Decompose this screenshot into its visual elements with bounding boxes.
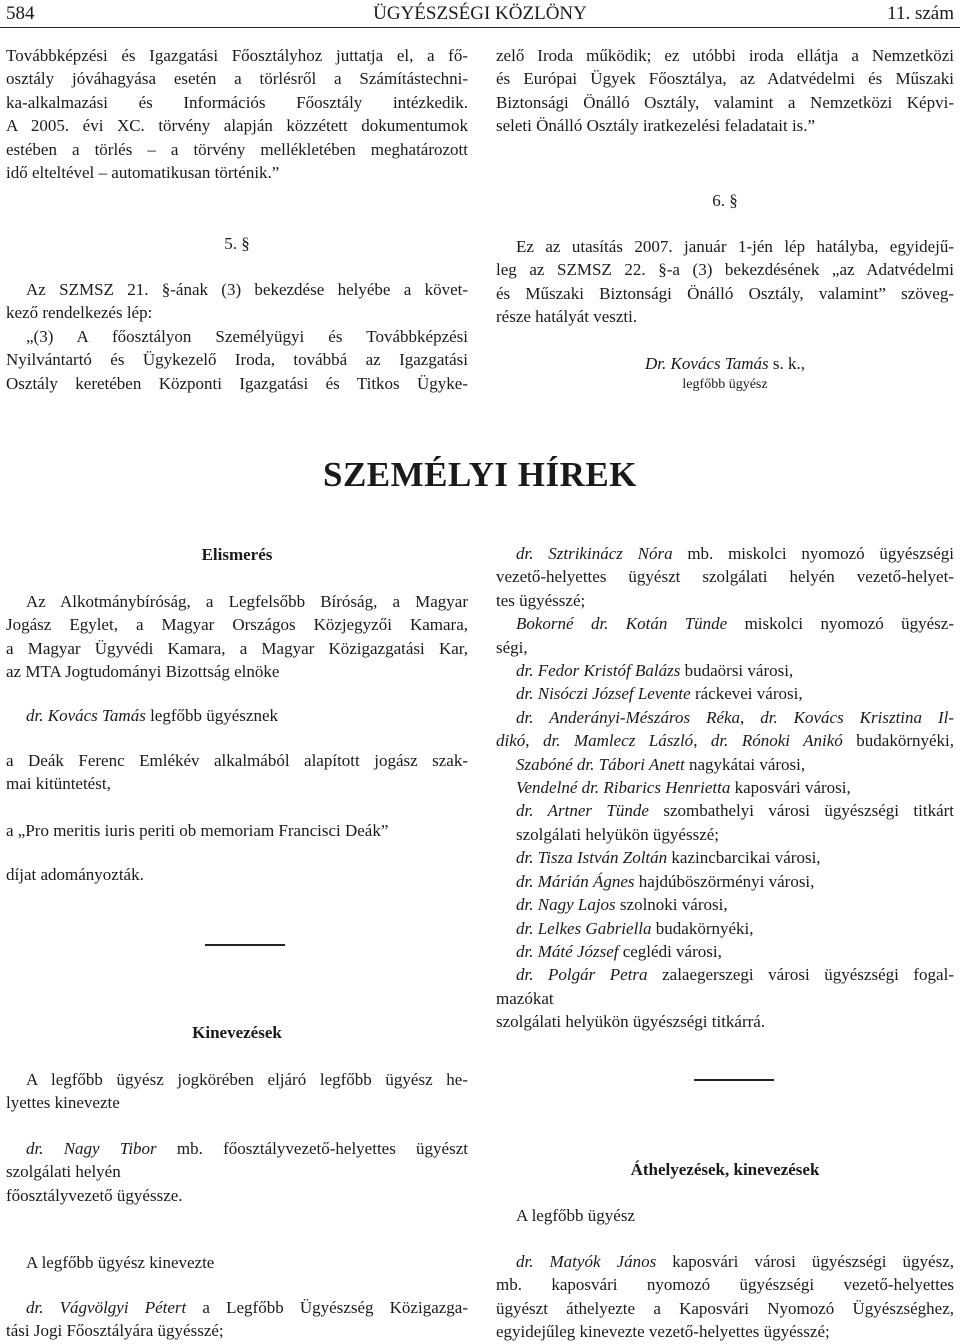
person-name: dr. Kovács Krisztina Il- xyxy=(760,707,954,727)
text-span: , xyxy=(740,707,761,727)
section-5-number: 5. § xyxy=(224,234,250,253)
person-name: dr. Máté József xyxy=(516,941,619,961)
text-line: A legfőbb ügyész jogkörében eljáró legfőbb ügyész he- xyxy=(26,1070,468,1089)
text-span: kaposvári városi ügyészségi ügyész, xyxy=(656,1252,954,1271)
list-item xyxy=(496,963,954,986)
list-item xyxy=(496,542,954,565)
elismeres-intro xyxy=(6,590,468,684)
text-span: kazincbarcikai városi, xyxy=(667,848,821,868)
text-span: budakörnyéki, xyxy=(842,731,954,751)
list-item xyxy=(496,776,954,799)
text-span: , xyxy=(525,731,543,751)
journal-title: ÜGYÉSZSÉGI KÖZLÖNY xyxy=(373,3,587,24)
text-span: ráckevei városi, xyxy=(690,684,803,704)
page-number: 584 xyxy=(6,3,35,24)
text-line: idő elteltével – automatikusan történik.” xyxy=(6,163,280,183)
person-name: dikó xyxy=(496,731,526,751)
person-name: dr. Rónoki Anikó xyxy=(710,731,843,751)
page-header xyxy=(0,0,960,30)
person-name: dr. Vágvölgyi Pétert xyxy=(26,1298,187,1317)
text-span: budaörsi városi, xyxy=(680,661,794,681)
list-item xyxy=(496,753,954,776)
text-span: miskolci nyomozó ügyész- xyxy=(727,614,954,634)
text-span: ceglédi városi, xyxy=(618,941,722,961)
text-line: A legfőbb ügyész kinevezte xyxy=(26,1253,215,1272)
text-line: vezető-helyettes ügyészt szolgálati helyén vezető-helyet- xyxy=(496,567,954,587)
person-name: Bokorné dr. Kotán Tünde xyxy=(516,614,728,634)
person-name: dr. Sztrikinácz Nóra xyxy=(516,544,673,563)
section-divider xyxy=(205,944,285,946)
text-span: a Legfőbb Ügyészség Közigazga- xyxy=(186,1298,468,1317)
person-name: dr. Tisza István Zoltán xyxy=(516,848,668,868)
person-name: dr. Nagy Tibor xyxy=(26,1139,157,1158)
text-span: mb. miskolci nyomozó ügyészségi xyxy=(672,544,955,563)
text-line: és Műszaki Biztonsági Önálló Osztály, valamint” szöveg- xyxy=(496,283,954,303)
list-item xyxy=(496,706,954,729)
text-line: Az Alkotmánybíróság, a Legfelsőbb Bíróság, a Magyar xyxy=(26,592,468,611)
text-line: Osztály keretében Központi Igazgatási és Titkos Ügyke- xyxy=(6,373,468,393)
elismeres-heading: Elismerés xyxy=(201,545,273,564)
person-name: dr. Nagy Lajos xyxy=(516,895,616,915)
text-line: és Európai Ügyek Főosztálya, az Adatvédelmi és Műszaki xyxy=(496,69,954,89)
text-line: főosztályvezető ügyéssze. xyxy=(6,1185,183,1205)
text-line: ségi, xyxy=(496,637,528,657)
text-line: leg az SZMSZ 22. §-a (3) bekezdésének „az Adatvédelmi xyxy=(496,260,954,280)
text-span: szombathelyi városi ügyészségi titkárt xyxy=(648,801,954,821)
text-line: szolgálati helyükön ügyésszé; xyxy=(516,824,720,844)
athelyezesek-heading: Áthelyezések, kinevezések xyxy=(630,1160,820,1179)
top-left-column xyxy=(6,44,468,184)
text-line: ka-alkalmazási és Információs Főosztály intézkedik. xyxy=(6,92,468,112)
text-line: Az SZMSZ 21. §-ának (3) bekezdése helyébe a követ- xyxy=(26,280,468,299)
text-line: osztály jóváhagyása esetén a törlésről a Számítástechni- xyxy=(6,69,468,89)
text-span: budakörnyéki, xyxy=(651,918,754,938)
list-item xyxy=(496,612,954,635)
text-line: Továbbképzési és Igazgatási Főosztályhoz juttatja el, a fő- xyxy=(6,46,468,65)
list-item xyxy=(496,846,954,869)
section-6-number: 6. § xyxy=(712,191,738,210)
person-name: dr. Matyók János xyxy=(516,1252,657,1271)
text-line: seleti Önálló Osztály iratkezelési feladatait is.” xyxy=(496,116,816,136)
text-line: az MTA Jogtudományi Bizottság elnöke xyxy=(6,662,280,682)
text-line: tási Jogi Főosztályára ügyésszé; xyxy=(6,1321,224,1341)
section-divider xyxy=(694,1079,774,1081)
text-span: hajdúböszörményi városi, xyxy=(634,871,815,891)
athelyezesek-intro xyxy=(496,1204,954,1227)
text-line: Jogász Egylet, a Magyar Országos Közjegyzői Kamara, xyxy=(6,615,468,635)
person-name: dr. Lelkes Gabriella xyxy=(516,918,652,938)
text-line: mai kitüntetést, xyxy=(6,774,111,794)
list-item xyxy=(496,729,954,752)
text-line: tes ügyésszé; xyxy=(496,590,586,610)
text-line: szolgálati helyén xyxy=(6,1162,121,1182)
header-rule xyxy=(0,27,960,28)
text-span: , xyxy=(693,731,711,751)
kinevezesek-item-1 xyxy=(6,1137,468,1207)
person-name: dr. Mamlecz László xyxy=(543,731,694,751)
text-line: része hatályát veszti. xyxy=(496,307,638,327)
elismeres-award xyxy=(6,749,468,796)
text-line: A legfőbb ügyész xyxy=(516,1206,635,1225)
text-line: „(3) A főosztályon Személyügyi és Továbbképzési xyxy=(26,326,468,346)
text-line: zelő Iroda működik; ez utóbbi iroda ellátja a Nemzetközi xyxy=(496,46,954,65)
text-line: a Magyar Ügyvédi Kamara, a Magyar Közigazgatási Kar, xyxy=(6,638,468,658)
person-name: dr. Anderányi-Mészáros Réka xyxy=(516,707,741,727)
signature-block xyxy=(496,352,954,395)
text-line: A 2005. évi XC. törvény alapján közzétett dokumentumok xyxy=(6,116,468,136)
top-right-column xyxy=(496,44,954,138)
signature-title: legfőbb ügyész xyxy=(682,377,768,393)
text-line: kező rendelkezés lép: xyxy=(6,303,153,323)
text-line: mazókat xyxy=(496,988,554,1008)
list-item xyxy=(496,659,954,682)
list-item xyxy=(496,799,954,822)
person-name: dr. Artner Tünde xyxy=(516,801,649,821)
elismeres-closing: díjat adományozták. xyxy=(6,865,144,884)
text-line: Biztonsági Önálló Osztály, valamint a Nemzetközi Képvi- xyxy=(496,92,954,112)
list-item xyxy=(496,917,954,940)
signature-name: Dr. Kovács Tamás xyxy=(645,354,769,373)
list-item xyxy=(496,940,954,963)
elismeres-prize: a „Pro meritis iuris periti ob memoriam Francisci Deák” xyxy=(6,821,389,840)
text-span: kaposvári városi, xyxy=(730,778,851,798)
text-span: zalaegerszegi városi ügyészségi fogal- xyxy=(647,965,954,985)
elismeres-recipient xyxy=(6,704,468,727)
text-line: a Deák Ferenc Emlékév alkalmából alapított jogász szak- xyxy=(6,751,468,770)
text-span: szolnoki városi, xyxy=(615,895,728,915)
text-line: lyettes kinevezte xyxy=(6,1093,120,1113)
text-line: Nyilvántartó és Ügykezelő Iroda, továbbá az Igazgatási xyxy=(6,350,468,370)
text-line: Ez az utasítás 2007. január 1-jén lép hatályba, egyidejű- xyxy=(516,237,954,256)
kinevezesek-item-2 xyxy=(6,1296,468,1343)
kinevezesek-intro-2 xyxy=(6,1251,468,1274)
issue-number: 11. szám xyxy=(887,3,954,24)
person-name: dr. Kovács Tamás xyxy=(26,706,146,725)
text-line: estében a törlés – a törvény mellékletében meghatározott xyxy=(6,139,468,159)
list-item xyxy=(496,893,954,916)
list-item xyxy=(496,682,954,705)
person-name: Szabóné dr. Tábori Anett xyxy=(516,754,685,774)
kinevezesek-intro xyxy=(6,1068,468,1115)
athelyezesek-item xyxy=(496,1250,954,1344)
list-item xyxy=(496,870,954,893)
kinevezesek-heading: Kinevezések xyxy=(192,1023,282,1042)
text-line: mb. kaposvári nyomozó ügyészségi vezető-helyettes xyxy=(496,1275,954,1295)
text-line: ügyészt áthelyezte a Kaposvári Nyomozó Ügyészséghez, xyxy=(496,1298,954,1318)
person-name: dr. Márián Ágnes xyxy=(516,871,635,891)
text-span: legfőbb ügyésznek xyxy=(145,706,279,725)
text-line: egyidejűleg kinevezte vezető-helyettes ügyésszé; xyxy=(496,1322,830,1342)
text-span: nagykátai városi, xyxy=(684,754,806,774)
person-name: dr. Polgár Petra xyxy=(516,965,648,985)
main-title: SZEMÉLYI HÍREK xyxy=(322,455,637,494)
person-name: dr. Fedor Kristóf Balázs xyxy=(516,661,681,681)
text-span: mb. főosztályvezető-helyettes ügyészt xyxy=(156,1139,468,1158)
section-5-body xyxy=(6,278,468,395)
signature-suffix: s. k., xyxy=(768,354,805,373)
person-name: dr. Nisóczi József Levente xyxy=(516,684,691,704)
text-line: szolgálati helyükön ügyészségi titkárrá. xyxy=(496,1012,766,1032)
person-name: Vendelné dr. Ribarics Henrietta xyxy=(516,778,731,798)
section-6-body xyxy=(496,235,954,329)
appointments-list xyxy=(496,542,954,1034)
